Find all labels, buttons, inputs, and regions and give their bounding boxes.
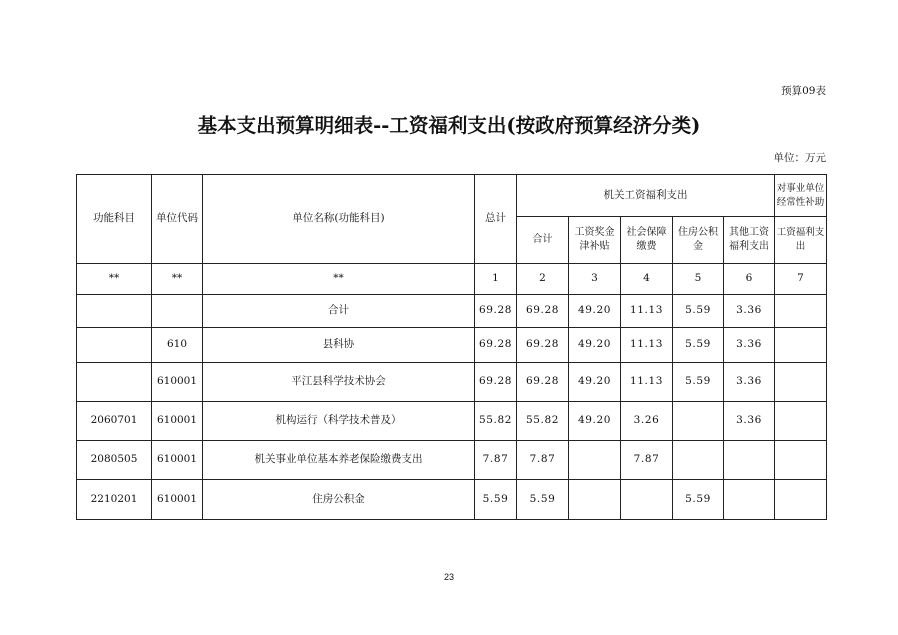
header-unit-name: 单位名称(功能科目) <box>203 175 475 264</box>
table-row <box>77 295 827 328</box>
cell-subtotal: 55.82 <box>517 402 569 441</box>
cell-unit-code: 610 <box>152 328 203 363</box>
header-social-security: 社会保障缴费 <box>621 217 673 264</box>
cell-unit-name: 住房公积金 <box>203 480 475 520</box>
document-title: 基本支出预算明细表--工资福利支出(按政府预算经济分类) <box>197 114 701 137</box>
cell-housing-fund: 5.59 <box>673 363 724 402</box>
cell-subsidy-wage <box>775 328 827 363</box>
cell-social-security: 11.13 <box>621 328 673 363</box>
index-cell: 3 <box>569 264 621 295</box>
cell-social-security: 3.26 <box>621 402 673 441</box>
cell-func-subject: 2080505 <box>77 441 152 480</box>
table-row <box>77 402 827 441</box>
cell-wage-bonus: 49.20 <box>569 295 621 328</box>
cell-wage-bonus: 49.20 <box>569 328 621 363</box>
index-cell: 2 <box>517 264 569 295</box>
cell-total: 5.59 <box>475 480 517 520</box>
cell-func-subject: 2060701 <box>77 402 152 441</box>
cell-total: 7.87 <box>475 441 517 480</box>
cell-social-security: 7.87 <box>621 441 673 480</box>
index-cell: ** <box>152 264 203 295</box>
cell-other-wage <box>724 480 775 520</box>
cell-other-wage <box>724 441 775 480</box>
header-unit-code: 单位代码 <box>152 175 203 264</box>
cell-other-wage: 3.36 <box>724 402 775 441</box>
cell-unit-code: 610001 <box>152 441 203 480</box>
cell-other-wage: 3.36 <box>724 363 775 402</box>
cell-subtotal: 69.28 <box>517 295 569 328</box>
cell-housing-fund <box>673 402 724 441</box>
cell-func-subject <box>77 328 152 363</box>
index-cell: 5 <box>673 264 724 295</box>
cell-wage-bonus: 49.20 <box>569 363 621 402</box>
header-housing-fund: 住房公积金 <box>673 217 724 264</box>
cell-unit-code: 610001 <box>152 402 203 441</box>
header-other-wage: 其他工资福利支出 <box>724 217 775 264</box>
header-func-subject: 功能科目 <box>77 175 152 264</box>
cell-func-subject <box>77 295 152 328</box>
header-total: 总计 <box>475 175 517 264</box>
index-cell: ** <box>203 264 475 295</box>
budget-table <box>76 174 827 520</box>
table-row <box>77 441 827 480</box>
cell-unit-code: 610001 <box>152 363 203 402</box>
cell-unit-name: 机构运行（科学技术普及） <box>203 402 475 441</box>
cell-subsidy-wage <box>775 441 827 480</box>
cell-subtotal: 7.87 <box>517 441 569 480</box>
cell-func-subject <box>77 363 152 402</box>
cell-subtotal: 5.59 <box>517 480 569 520</box>
cell-total: 69.28 <box>475 295 517 328</box>
cell-unit-code: 610001 <box>152 480 203 520</box>
header-subsidy-group: 对事业单位经常性补助 <box>775 175 827 217</box>
cell-total: 69.28 <box>475 363 517 402</box>
cell-unit-name: 合计 <box>203 295 475 328</box>
header-subtotal: 合计 <box>517 217 569 264</box>
cell-unit-code <box>152 295 203 328</box>
header-subsidy-wage: 工资福利支出 <box>775 217 827 264</box>
cell-subsidy-wage <box>775 480 827 520</box>
cell-subtotal: 69.28 <box>517 328 569 363</box>
cell-unit-name: 县科协 <box>203 328 475 363</box>
cell-other-wage: 3.36 <box>724 328 775 363</box>
cell-housing-fund: 5.59 <box>673 328 724 363</box>
index-cell: 6 <box>724 264 775 295</box>
table-number: 预算09表 <box>781 85 826 97</box>
cell-subsidy-wage <box>775 402 827 441</box>
cell-unit-name: 平江县科学技术协会 <box>203 363 475 402</box>
cell-total: 69.28 <box>475 328 517 363</box>
cell-housing-fund <box>673 441 724 480</box>
header-org-wage-group: 机关工资福利支出 <box>517 175 775 217</box>
cell-unit-name: 机关事业单位基本养老保险缴费支出 <box>203 441 475 480</box>
cell-housing-fund: 5.59 <box>673 295 724 328</box>
cell-social-security <box>621 480 673 520</box>
unit-label: 单位：万元 <box>773 152 826 164</box>
index-cell: 7 <box>775 264 827 295</box>
cell-wage-bonus <box>569 441 621 480</box>
index-cell: ** <box>77 264 152 295</box>
header-row-1 <box>77 175 827 217</box>
cell-subsidy-wage <box>775 363 827 402</box>
cell-func-subject: 2210201 <box>77 480 152 520</box>
cell-subtotal: 69.28 <box>517 363 569 402</box>
cell-total: 55.82 <box>475 402 517 441</box>
table-row <box>77 328 827 363</box>
cell-subsidy-wage <box>775 295 827 328</box>
cell-social-security: 11.13 <box>621 295 673 328</box>
index-cell: 4 <box>621 264 673 295</box>
cell-other-wage: 3.36 <box>724 295 775 328</box>
index-row <box>77 264 827 295</box>
page-number: 23 <box>443 572 454 582</box>
cell-wage-bonus <box>569 480 621 520</box>
table-row <box>77 480 827 520</box>
index-cell: 1 <box>475 264 517 295</box>
cell-wage-bonus: 49.20 <box>569 402 621 441</box>
cell-housing-fund: 5.59 <box>673 480 724 520</box>
header-wage-bonus: 工资奖金津补贴 <box>569 217 621 264</box>
table-row <box>77 363 827 402</box>
cell-social-security: 11.13 <box>621 363 673 402</box>
